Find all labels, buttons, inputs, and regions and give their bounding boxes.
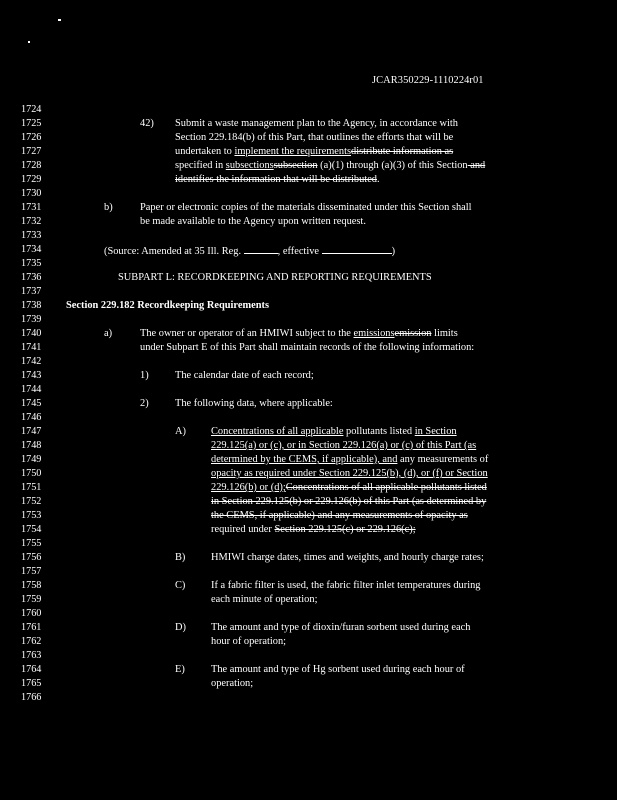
item-A-line: 229.126(b) or (d);Concentrations of all applicable pollutants listed bbox=[211, 482, 487, 493]
item-E-marker: E) bbox=[175, 664, 185, 675]
line-number: 1738 bbox=[21, 300, 42, 311]
item-A-line: Concentrations of all applicable pollutants listed in Section bbox=[211, 426, 457, 437]
item-D-line: hour of operation; bbox=[211, 636, 287, 647]
item-1-marker: 1) bbox=[140, 370, 149, 381]
item-C-line: each minute of operation; bbox=[211, 594, 318, 605]
line-number: 1724 bbox=[21, 104, 42, 115]
line-number: 1760 bbox=[21, 608, 42, 619]
line-number: 1766 bbox=[21, 692, 42, 703]
item-42-line: Submit a waste management plan to the Agency, in accordance with bbox=[175, 118, 458, 129]
item-E-line: The amount and type of Hg sorbent used during each hour of bbox=[211, 664, 465, 675]
effective-blank bbox=[322, 244, 392, 254]
line-number: 1753 bbox=[21, 510, 42, 521]
line-number: 1759 bbox=[21, 594, 42, 605]
line-number: 1746 bbox=[21, 412, 42, 423]
item-A-line: opacity as required under Section 229.125(b), (d), or (f) or Section bbox=[211, 468, 488, 479]
item-42-line: identifies the information that will be distributed. bbox=[175, 174, 380, 185]
line-number: 1756 bbox=[21, 552, 42, 563]
line-number: 1740 bbox=[21, 328, 42, 339]
line-number: 1748 bbox=[21, 440, 42, 451]
item-42-marker: 42) bbox=[140, 118, 154, 129]
scan-speck bbox=[28, 41, 30, 43]
item-b-line: be made available to the Agency upon written request. bbox=[140, 216, 366, 227]
line-number: 1749 bbox=[21, 454, 42, 465]
scan-speck bbox=[58, 19, 61, 21]
subpart-title: SUBPART L: RECORDKEEPING AND REPORTING REQUIREMENTS bbox=[118, 272, 432, 283]
item-B-text: HMIWI charge dates, times and weights, and hourly charge rates; bbox=[211, 552, 484, 563]
line-number: 1730 bbox=[21, 188, 42, 199]
line-number: 1754 bbox=[21, 524, 42, 535]
item-E-line: operation; bbox=[211, 678, 254, 689]
item-b-marker: b) bbox=[104, 202, 113, 213]
line-number: 1752 bbox=[21, 496, 42, 507]
line-number: 1755 bbox=[21, 538, 42, 549]
item-42-line: undertaken to implement the requirementsdistribute information as bbox=[175, 146, 454, 157]
line-number: 1727 bbox=[21, 146, 42, 157]
line-number: 1758 bbox=[21, 580, 42, 591]
line-number: 1731 bbox=[21, 202, 42, 213]
line-number: 1750 bbox=[21, 468, 42, 479]
item-A-marker: A) bbox=[175, 426, 186, 437]
line-number: 1765 bbox=[21, 678, 42, 689]
item-a-line: under Subpart E of this Part shall maintain records of the following information: bbox=[140, 342, 475, 353]
item-a-marker: a) bbox=[104, 328, 113, 339]
line-number: 1745 bbox=[21, 398, 42, 409]
item-2-marker: 2) bbox=[140, 398, 149, 409]
line-number: 1728 bbox=[21, 160, 42, 171]
line-number: 1736 bbox=[21, 272, 42, 283]
line-number: 1737 bbox=[21, 286, 42, 297]
source-note: (Source: Amended at 35 Ill. Reg. , effective ) bbox=[104, 246, 396, 257]
line-number: 1747 bbox=[21, 426, 42, 437]
item-42-line: Section 229.184(b) of this Part, that outlines the efforts that will be bbox=[175, 132, 454, 143]
item-2-text: The following data, where applicable: bbox=[175, 398, 333, 409]
line-number: 1739 bbox=[21, 314, 42, 325]
line-number: 1729 bbox=[21, 174, 42, 185]
line-number: 1744 bbox=[21, 384, 42, 395]
line-number: 1725 bbox=[21, 118, 42, 129]
line-number: 1751 bbox=[21, 482, 42, 493]
item-C-marker: C) bbox=[175, 580, 186, 591]
item-D-line: The amount and type of dioxin/furan sorbent used during each bbox=[211, 622, 471, 633]
line-number: 1735 bbox=[21, 258, 42, 269]
item-A-line: 229.125(a) or (c), or in Section 229.126(a) or (c) of this Part (as bbox=[211, 440, 477, 451]
line-number: 1763 bbox=[21, 650, 42, 661]
line-number: 1741 bbox=[21, 342, 42, 353]
item-C-line: If a fabric filter is used, the fabric filter inlet temperatures during bbox=[211, 580, 481, 591]
line-number: 1764 bbox=[21, 664, 42, 675]
line-number: 1726 bbox=[21, 132, 42, 143]
document-id: JCAR350229-1110224r01 bbox=[372, 75, 484, 86]
section-title: Section 229.182 Recordkeeping Requirements bbox=[66, 300, 269, 311]
item-1-text: The calendar date of each record; bbox=[175, 370, 314, 381]
reg-blank bbox=[244, 244, 278, 254]
item-b-line: Paper or electronic copies of the materials disseminated under this Section shall bbox=[140, 202, 472, 213]
line-number: 1761 bbox=[21, 622, 42, 633]
line-number: 1732 bbox=[21, 216, 42, 227]
line-number: 1733 bbox=[21, 230, 42, 241]
line-number: 1743 bbox=[21, 370, 42, 381]
item-A-line: determined by the CEMS, if applicable), and any measurements of bbox=[211, 454, 489, 465]
line-number: 1742 bbox=[21, 356, 42, 367]
item-A-line: the CEMS, if applicable) and any measurements of opacity as bbox=[211, 510, 468, 521]
item-D-marker: D) bbox=[175, 622, 186, 633]
item-B-marker: B) bbox=[175, 552, 186, 563]
item-A-line: required under Section 229.125(c) or 229.126(c); bbox=[211, 524, 416, 535]
item-a-line: The owner or operator of an HMIWI subject to the emissionsemission limits bbox=[140, 328, 458, 339]
line-number: 1762 bbox=[21, 636, 42, 647]
item-A-line: in Section 229.125(b) or 229.126(b) of this Part (as determined by bbox=[211, 496, 487, 507]
item-42-line: specified in subsectionssubsection (a)(1) through (a)(3) of this Section and bbox=[175, 160, 486, 171]
line-number: 1757 bbox=[21, 566, 42, 577]
line-number: 1734 bbox=[21, 244, 42, 255]
